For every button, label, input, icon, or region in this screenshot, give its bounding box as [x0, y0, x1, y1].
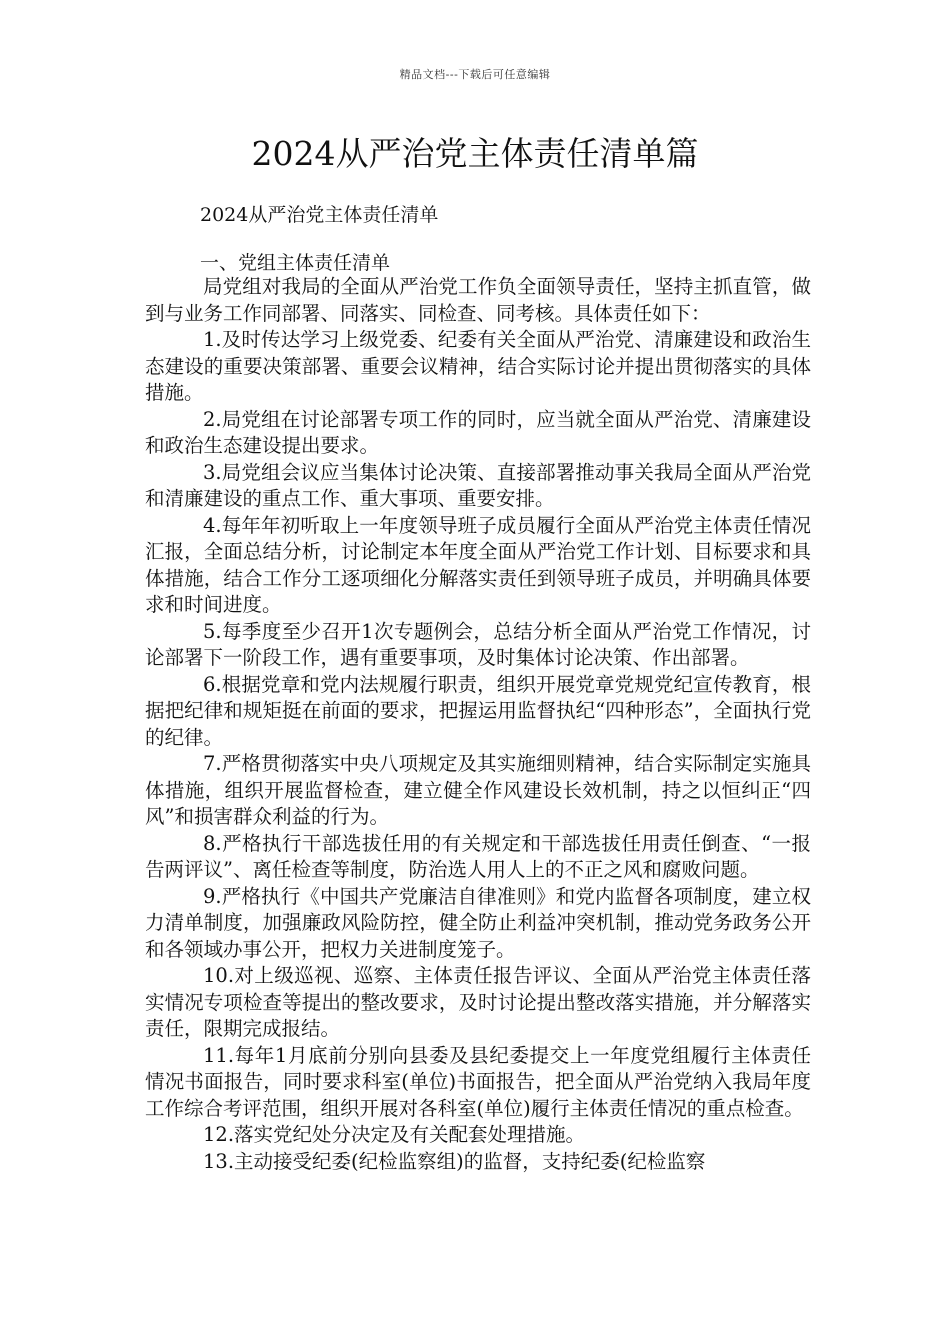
list-item-10: 10.对上级巡视、巡察、主体责任报告评议、全面从严治党主体责任落实情况专项检查等提出的整改要求，及时讨论提出整改落实措施，并分解落实责任，限期完成报结。 — [145, 964, 811, 1040]
paragraph-intro: 局党组对我局的全面从严治党工作负全面领导责任，坚持主抓直管，做到与业务工作同部署、同落实、同检查、同考核。具体责任如下： — [145, 275, 811, 325]
list-item-13: 13.主动接受纪委(纪检监察组)的监督，支持纪委(纪检监察 — [203, 1149, 706, 1173]
list-item-7: 7.严格贯彻落实中央八项规定及其实施细则精神，结合实际制定实施具体措施，组织开展监督检查，建立健全作风建设长效机制，持之以恒纠正“四风”和损害群众利益的行为。 — [145, 752, 811, 828]
section-heading: 一、党组主体责任清单 — [200, 252, 391, 274]
list-item-6: 6.根据党章和党内法规履行职责，组织开展党章党规党纪宣传教育，根据把纪律和规矩挺在前面的要求，把握运用监督执纪“四种形态”，全面执行党的纪律。 — [145, 672, 811, 749]
list-item-3: 3.局党组会议应当集体讨论决策、直接部署推动事关我局全面从严治党和清廉建设的重点工作、重大事项、重要安排。 — [145, 460, 811, 510]
list-item-5: 5.每季度至少召开1次专题例会，总结分析全面从严治党工作情况，讨论部署下一阶段工作，遇有重要事项，及时集体讨论决策、作出部署。 — [145, 619, 811, 669]
list-item-11: 11.每年1月底前分别向县委及县纪委提交上一年度党组履行主体责任情况书面报告，同时要求科室(单位)书面报告，把全面从严治党纳入我局年度工作综合考评范围，组织开展对各科室(单位)履行主体责任情况的重点检查。 — [145, 1043, 811, 1120]
list-item-8: 8.严格执行干部选拔任用的有关规定和干部选拔任用责任倒查、“一报告两评议”、离任检查等制度，防治选人用人上的不正之风和腐败问题。 — [145, 831, 811, 881]
list-item-9: 9.严格执行《中国共产党廉洁自律准则》和党内监督各项制度，建立权力清单制度，加强廉政风险防控，健全防止利益冲突机制，推动党务政务公开和各领域办事公开，把权力关进制度笼子。 — [145, 884, 811, 961]
list-item-2: 2.局党组在讨论部署专项工作的同时，应当就全面从严治党、清廉建设和政治生态建设提出要求。 — [145, 407, 811, 457]
header-note: 精品文档---下载后可任意编辑 — [399, 68, 551, 81]
list-item-4: 4.每年年初听取上一年度领导班子成员履行全面从严治党主体责任情况汇报，全面总结分析，讨论制定本年度全面从严治党工作计划、目标要求和具体措施，结合工作分工逐项细化分解落实责任到领导班子成员，并明确具体要求和时间进度。 — [145, 513, 811, 616]
list-item-1: 1.及时传达学习上级党委、纪委有关全面从严治党、清廉建设和政治生态建设的重要决策部署、重要会议精神，结合实际讨论并提出贯彻落实的具体措施。 — [145, 328, 811, 404]
page-title: 2024从严治党主体责任清单篇 — [251, 134, 699, 173]
document-subtitle: 2024从严治党主体责任清单 — [200, 204, 439, 226]
list-item-12: 12.落实党纪处分决定及有关配套处理措施。 — [203, 1123, 586, 1146]
document-body — [145, 274, 811, 1175]
